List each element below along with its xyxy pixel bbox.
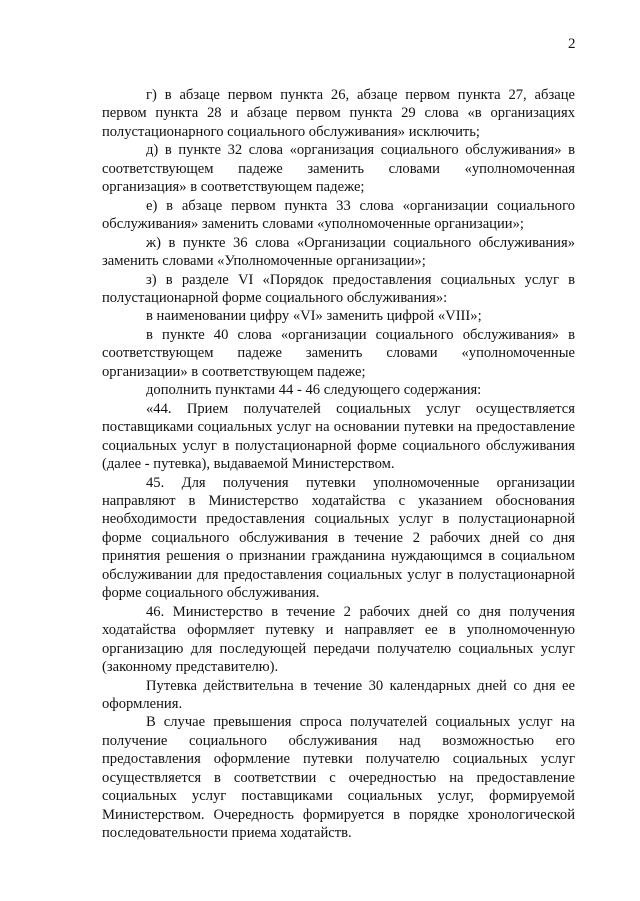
paragraph-45: 45. Для получения путевки уполномоченные организации направляют в Министерство ходатайства с указанием обоснования необходимости предоставления социальных услуг в полустационарной форме социального обслуживания в течение 2 рабочих дней со дня принятия решения о признании гражданина нуждающимся в социальном обслуживании для предоставления социальных услуг в полустационарной форме социального обслуживания. [102, 474, 575, 602]
document-body [102, 86, 575, 843]
paragraph-z: з) в разделе VI «Порядок предоставления социальных услуг в полустационарной форме социального обслуживания»: [102, 271, 575, 306]
paragraph-queue: В случае превышения спроса получателей социальных услуг на получение социального обслуживания над возможностью его предоставления оформление путевки получателю социальных услуг осуществляется в соответствии с очередностью на предоставление социальных услуг поставщиками социальных услуг, формируемой Министерством. Очередность формируется в порядке хронологической последовательности приема ходатайств. [102, 714, 575, 842]
paragraph-44: «44. Прием получателей социальных услуг осуществляется поставщиками социальных услуг на основании путевки на предоставление социальных услуг в полустационарной форме социального обслуживания (далее - путевка), выдаваемой Министерством. [102, 400, 575, 473]
paragraph-e: е) в абзаце первом пункта 33 слова «организации социального обслуживания» заменить словами «уполномоченные организации»; [102, 197, 575, 233]
page-number: 2 [568, 36, 576, 52]
paragraph-46: 46. Министерство в течение 2 рабочих дней со дня получения ходатайства оформляет путевку и направляет ее в уполномоченную организацию для последующей передачи получателю социальных услуг (законному представителю). [102, 603, 575, 676]
paragraph-section-title: в наименовании цифру «VI» заменить цифрой «VIII»; [146, 308, 482, 325]
paragraph-g: г) в абзаце первом пункта 26, абзаце первом пункта 27, абзаце первом пункта 28 и абзаце первом пункта 29 слова «в организациях полустационарного социального обслуживания» исключить; [102, 87, 575, 140]
paragraph-zh: ж) в пункте 36 слова «Организации социального обслуживания» заменить словами «Уполномоченные организации»; [102, 234, 575, 270]
paragraph-d: д) в пункте 32 слова «организация социального обслуживания» в соответствующем падеже заменить словами «уполномоченная организация» в соответствующем падеже; [102, 142, 575, 196]
paragraph-point-40: в пункте 40 слова «организации социального обслуживания» в соответствующем падеже заменить словами «уполномоченные организации» в соответствующем падеже; [102, 326, 575, 380]
paragraph-add-points: дополнить пунктами 44 - 46 следующего содержания: [146, 382, 482, 399]
paragraph-voucher-validity: Путевка действительна в течение 30 календарных дней со дня ее оформления. [102, 677, 575, 712]
